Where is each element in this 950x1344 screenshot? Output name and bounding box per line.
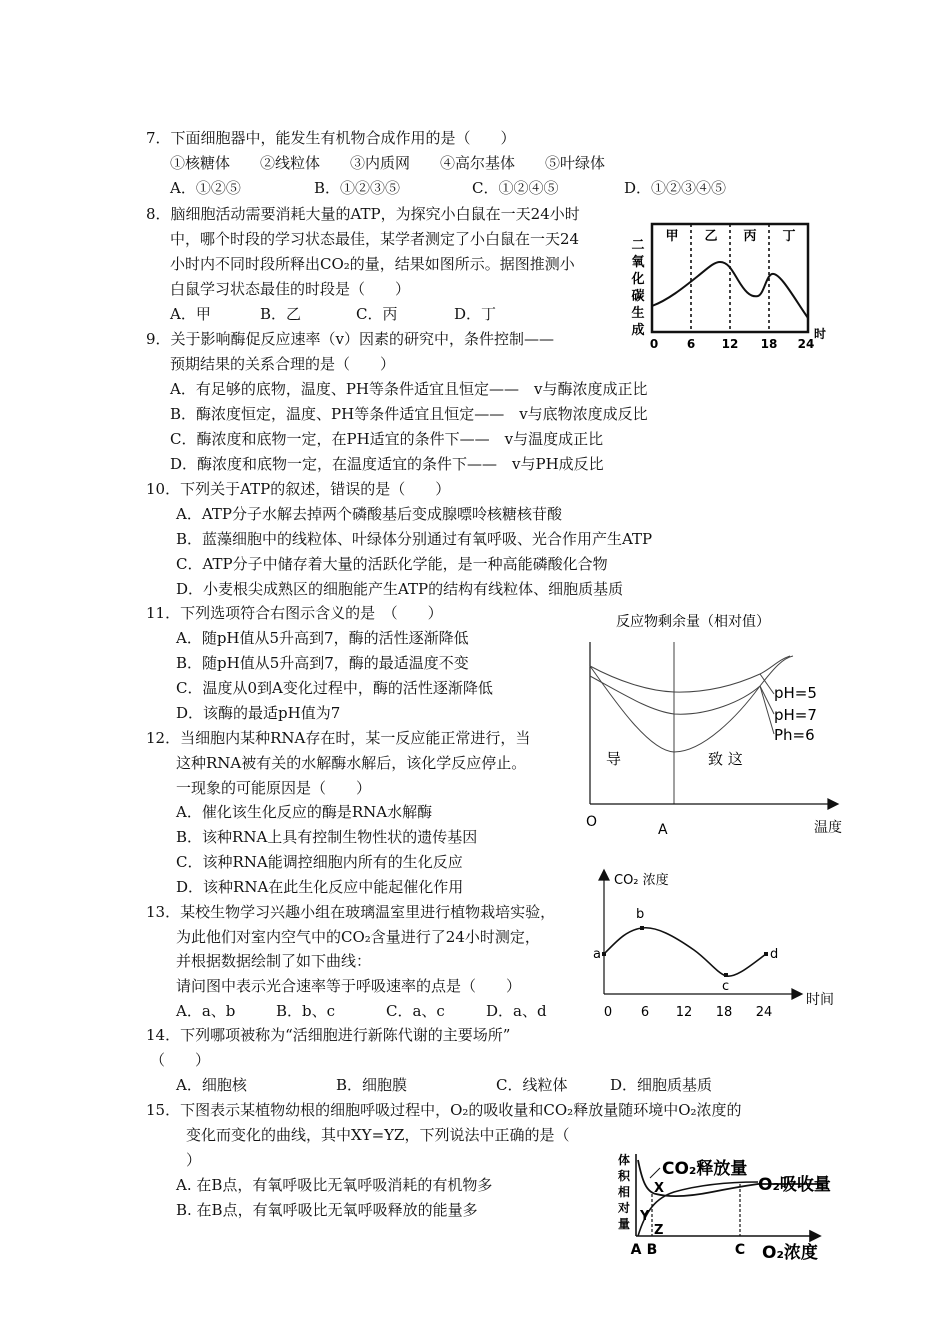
q11-stray-text: 致 这 [708,750,743,768]
q10-option-c: C．ATP分子中储存着大量的活跃化学能，是一种高能磷酸化合物 [176,555,608,573]
q8-line: 小时内不同时段所释出CO₂的量，结果如图所示。据图推测小 [170,255,575,273]
q8-tick: 12 [721,337,739,351]
q8-period-label: 丙 [743,229,757,244]
q15-point-label: X [654,1181,665,1196]
q12-line: 这种RNA被有关的水解酶水解后，该化学反应停止。 [176,754,527,772]
option-b: B．①②③⑤ [314,179,401,197]
q11-origin: O [586,814,598,830]
option-b: B．b、c [276,1002,336,1020]
q13-tick: 0 [603,1005,613,1020]
q8-tick: 6 [686,337,696,351]
q8-tick: 0 [649,337,659,351]
q8-ylabel-char: 氧 [631,255,645,270]
q11-stem: 11．下列选项符合右图示含义的是 （ ） [146,604,443,622]
q15-axis-label: A [630,1242,642,1258]
q13-point-label: a [593,947,601,962]
q8-ylabel-char: 二 [631,238,645,253]
q15-xlabel: O₂浓度 [762,1243,818,1262]
q9-option-b: B．酶浓度恒定，温度、PH等条件适宜且恒定—— v与底物浓度成反比 [170,405,648,423]
q13-line: 为此他们对室内空气中的CO₂含量进行了24小时测定， [176,928,540,946]
q13-point-label: c [722,979,730,994]
q11-curves [590,656,793,752]
q8-line: 白鼠学习状态最佳的时段是（ ） [170,280,411,298]
q11-curve-labels [774,684,817,744]
q12-option-a: A．催化该生化反应的酶是RNA水解酶 [176,803,433,821]
option-d: D．丁 [454,305,497,323]
q13-line: 请问图中表示光合速率等于呼吸速率的点是（ ） [176,977,522,995]
option-c: C．丙 [356,305,398,323]
q15-co2-leader [650,1168,660,1178]
q14-options [176,1075,712,1095]
option-c: C．①②④⑤ [472,179,559,197]
option-c: C．线粒体 [496,1076,568,1094]
q8-ylabel-char: 成 [631,323,645,338]
q11-option-d: D．该酶的最适pH值为7 [176,704,341,722]
q15-o2-label: O₂吸收量 [758,1175,831,1195]
q15-line: 15．下图表示某植物幼根的细胞呼吸过程中，O₂的吸收量和CO₂释放量随环境中O₂浓度的 [146,1101,742,1119]
q14-line: 14．下列哪项被称为“活细胞进行新陈代谢的主要场所” [146,1026,511,1044]
q13-tick: 24 [755,1005,773,1020]
q13-point-labels [593,907,778,994]
q15-line: ） [186,1151,202,1169]
q11-stray-text: 导 [606,750,622,768]
q9-option-a: A．有足够的底物，温度、PH等条件适宜且恒定—— v与酶浓度成正比 [170,380,648,398]
q15-axis-labels [631,1242,746,1258]
q12-line: 12．当细胞内某种RNA存在时，某一反应能正常进行，当 [146,729,531,747]
q15-axis-label: B [646,1242,658,1258]
q15-ylabel-char: 对 [617,1201,631,1215]
q15-ylabel [617,1152,631,1231]
q11-title: 反应物剩余量（相对值） [616,614,770,630]
q10-option-a: A．ATP分子水解去掉两个磷酸基后变成腺嘌呤核糖核苷酸 [176,505,562,523]
q15-droplines [652,1184,740,1236]
option-c: C．a、c [386,1002,445,1020]
q8-ylabel [630,238,645,338]
q11-figure [578,606,858,840]
q15-figure [612,1150,852,1262]
q14-line: （ ） [150,1051,211,1069]
q8-options [170,304,496,324]
q8-unit: 时 [813,327,827,341]
q13-point-label: b [636,907,645,922]
option-a: A．a、b [176,1002,236,1020]
q13-tick: 18 [715,1005,733,1020]
q13-ylabel: CO₂ 浓度 [614,873,669,888]
q13-xlabel: 时间 [806,992,834,1008]
q11-option-a: A．随pH值从5升高到7，酶的活性逐渐降低 [176,629,469,647]
option-d: D．细胞质基质 [610,1076,713,1094]
option-b: B．细胞膜 [336,1076,408,1094]
q12-line: 一现象的可能原因是（ ） [176,779,372,797]
q8-ylabel-char: 化 [631,272,645,287]
q13-line: 并根据数据绘制了如下曲线： [176,952,372,970]
q11-curve-label: Ph=6 [774,726,815,744]
q13-tick: 6 [640,1005,650,1020]
option-b: B．乙 [260,305,302,323]
option-a: A．甲 [170,305,211,323]
q15-co2-label: CO₂释放量 [662,1159,748,1179]
q7-options [170,178,726,198]
option-a: A．①②⑤ [170,179,241,197]
q13-ticks [604,1005,772,1020]
q10-option-b: B．蓝藻细胞中的线粒体、叶绿体分别通过有氧呼吸、光合作用产生ATP [176,530,653,548]
q12-option-b: B．该种RNA上具有控制生物性状的遗传基因 [176,828,478,846]
q15-point-label: Y [640,1209,650,1224]
q11-xlabel: 温度 [814,820,842,836]
q10-option-d: D．小麦根尖成熟区的细胞能产生ATP的结构有线粒体、细胞质基质 [176,580,624,598]
q8-ylabel-char: 碳 [631,289,645,304]
q13-figure [590,866,840,1026]
q13-point-label: d [770,947,779,962]
q8-period-label: 乙 [704,229,718,244]
q9-option-c: C．酶浓度和底物一定，在PH适宜的条件下—— v与温度成正比 [170,430,604,448]
q12-option-c: C．该种RNA能调控细胞内所有的生化反应 [176,853,463,871]
q8-line: 8．脑细胞活动需要消耗大量的ATP，为探究小白鼠在一天24小时 [146,205,580,223]
q15-option-b: B. 在B点，有氧呼吸比无氧呼吸释放的能量多 [176,1201,478,1219]
q11-option-b: B．随pH值从5升高到7，酶的最适温度不变 [176,654,469,672]
q8-ticks [650,326,826,351]
q11-curve-ph7 [590,676,760,714]
q15-ylabel-char: 积 [617,1169,631,1183]
q9-option-d: D．酶浓度和底物一定，在温度适宜的条件下—— v与PH成反比 [170,455,604,473]
q11-curve-label: pH=5 [774,684,817,702]
option-d: D．①②③④⑤ [624,179,727,197]
q9-line: 预期结果的关系合理的是（ ） [170,355,396,373]
q15-axis-label: C [734,1242,746,1258]
q15-point-label: Z [654,1223,664,1238]
q7-stem: 7．下面细胞器中，能发生有机物合成作用的是（ ） [146,129,516,147]
q15-ylabel-char: 相 [617,1185,631,1199]
q11-option-c: C．温度从0到A变化过程中，酶的活性逐渐降低 [176,679,493,697]
q11-curve-label: pH=7 [774,706,817,724]
q15-line: 变化而变化的曲线，其中XY=YZ，下列说法中正确的是（ [186,1126,570,1144]
q8-dividers [691,224,769,332]
q13-line: 13．某校生物学习兴趣小组在玻璃温室里进行植物栽培实验， [146,903,556,921]
q13-tick: 12 [675,1005,693,1020]
q13-curve [604,928,766,976]
q8-period-label: 甲 [665,229,679,244]
option-d: D．a、d [486,1002,547,1020]
q15-ylabel-char: 量 [617,1217,631,1231]
q15-ylabel-char: 体 [617,1153,631,1167]
q8-line: 中，哪个时段的学习状态最佳，某学者测定了小白鼠在一天24 [170,230,580,248]
option-a: A．细胞核 [176,1076,247,1094]
q11-curve-ph6 [590,656,793,752]
q13-options [176,1001,547,1021]
q12-option-d: D．该种RNA在此生化反应中能起催化作用 [176,878,464,896]
q8-tick: 18 [760,337,778,351]
q8-tick: 24 [797,337,815,351]
q10-stem: 10．下列关于ATP的叙述，错误的是（ ） [146,480,451,498]
q11-a-label: A [658,822,668,838]
q8-ylabel-char: 生 [631,306,645,321]
q8-period-label: 丁 [782,229,796,244]
q9-line: 9．关于影响酶促反应速率（v）因素的研究中，条件控制—— [146,330,555,348]
q15-option-a: A. 在B点，有氧呼吸比无氧呼吸消耗的有机物多 [176,1176,493,1194]
q13-axes [599,870,802,999]
q8-figure [628,218,828,352]
q7-items: ①核糖体 ②线粒体 ③内质网 ④高尔基体 ⑤叶绿体 [170,154,606,172]
